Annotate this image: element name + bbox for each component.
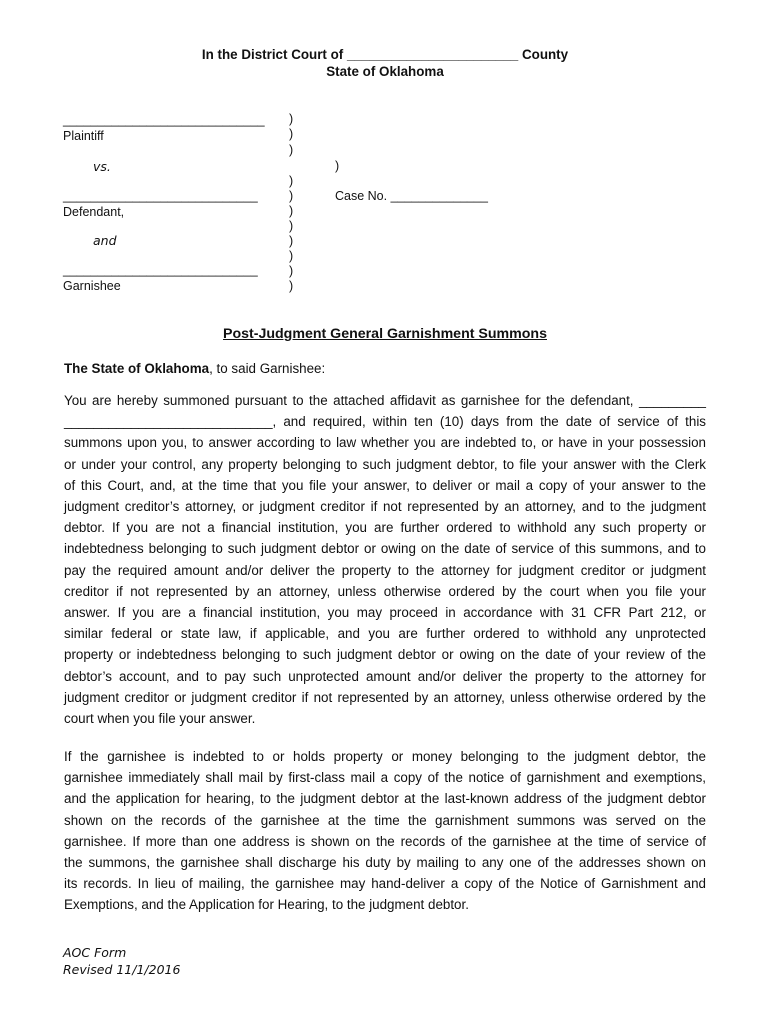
paragraph-line: Exemptions, and the Application for Hearing, to the judgment debtor. (64, 897, 469, 913)
form-label: AOC Form (63, 945, 127, 960)
caption-paren: ) (289, 174, 294, 188)
paragraph-line: If the garnishee is indebted to or holds property or money belonging to the judgment debtor, the (64, 749, 706, 764)
caption-paren: ) (335, 159, 340, 173)
garnishee-blank: ____________________________ (63, 263, 258, 277)
versus-label: vs. (93, 159, 111, 174)
paragraph-line: pay the required amount and/or deliver the property to the attorney for judgment creditor or judgment (64, 562, 706, 578)
caption-paren: ) (289, 127, 294, 141)
caption-paren: ) (289, 234, 294, 248)
paragraph-line: creditor if not represented by an attorney, unless otherwise ordered by the court when you file your (64, 583, 706, 599)
mailing-paragraph (64, 746, 706, 916)
caption-paren: ) (289, 264, 294, 278)
greeting-state: The State of Oklahoma (64, 361, 210, 376)
document-title: Post-Judgment General Garnishment Summons (222, 326, 547, 342)
paragraph-line: You are hereby summoned pursuant to the attached affidavit as garnishee for the defendant, _________ (64, 393, 706, 408)
revision-date: Revised 11/1/2016 (63, 962, 181, 977)
plaintiff-label: Plaintiff (63, 129, 104, 143)
greeting-rest: , to said Garnishee: (209, 361, 326, 376)
paragraph-line: or under your control, any property belonging to such judgment debtor, to file your answer with the Clerk (64, 456, 706, 472)
paragraph-line: shown on the records of the garnishee at the time the garnishment summons was served on the (64, 812, 706, 828)
paragraph-line: garnishee immediately shall mail by first-class mail a copy of the notice of garnishment and exemptions, (64, 770, 706, 786)
paragraph-line: debtor. If you are not a financial institution, you are further ordered to withhold any such property or (64, 520, 706, 536)
caption-paren: ) (289, 143, 294, 157)
defendant-blank: ____________________________ (63, 189, 258, 203)
caption-paren: ) (289, 279, 294, 293)
paragraph-line: its records. In lieu of mailing, the garnishee may hand-deliver a copy of the Notice of Garnishment and (64, 876, 706, 892)
paragraph-line: indebtedness belonging to such judgment debtor or owing on the date of service of this summons, and to (64, 541, 706, 557)
court-heading: In the District Court of _______________________ County (201, 47, 569, 62)
paragraph-line: ____________________________, and required, within ten (10) days from the date of service of this (64, 414, 706, 430)
paragraph-line: judgment creditor or judgment creditor if not represented by an attorney, unless otherwise ordered by the (64, 689, 706, 705)
caption-paren: ) (289, 189, 294, 203)
summons-paragraph (64, 390, 706, 729)
paragraph-line: answer. If you are a financial institution, you may proceed in accordance with 31 CFR Part 212, or (64, 605, 706, 621)
state-heading: State of Oklahoma (326, 64, 444, 79)
greeting (64, 361, 325, 376)
paragraph-line: court when you file your answer. (64, 711, 256, 727)
paragraph-line: and the application for hearing, to the judgment debtor at the last-known address of the judgment debtor (64, 791, 706, 807)
paragraph-line: similar federal or state law, if applicable, and you are further ordered to withhold any unprotected (64, 626, 706, 642)
and-label: and (93, 233, 117, 248)
caption-paren: ) (289, 249, 294, 263)
paragraph-line: of this Court, and, at the time that you file your answer, to deliver or mail a copy of your answer to the (64, 477, 706, 493)
caption-paren: ) (289, 219, 294, 233)
caption-paren: ) (289, 204, 294, 218)
paragraph-line: summons upon you, to answer according to law whether you are indebted to, or have in your possession (64, 435, 706, 451)
paragraph-line: property or indebtedness belonging to such judgment debtor or owing on the date of your review of the (64, 647, 706, 663)
plaintiff-blank: _____________________________ (63, 113, 265, 127)
paragraph-line: garnishee. If more than one address is shown on the records of the garnishee at the time of service of (64, 833, 706, 849)
garnishee-label: Garnishee (63, 279, 121, 293)
case-number: Case No. ______________ (335, 189, 488, 203)
caption-paren: ) (289, 112, 294, 126)
paragraph-line: judgment creditor’s attorney, or judgment creditor if not represented by an attorney, and to the judgment (64, 499, 706, 515)
defendant-label: Defendant, (63, 205, 125, 219)
paragraph-line: the summons, the garnishee shall discharge his duty by mailing to any one of the addresses shown on (64, 855, 706, 871)
paragraph-line: debtor’s account, and to pay such unprotected amount and/or deliver the property to the attorney for (64, 668, 706, 684)
